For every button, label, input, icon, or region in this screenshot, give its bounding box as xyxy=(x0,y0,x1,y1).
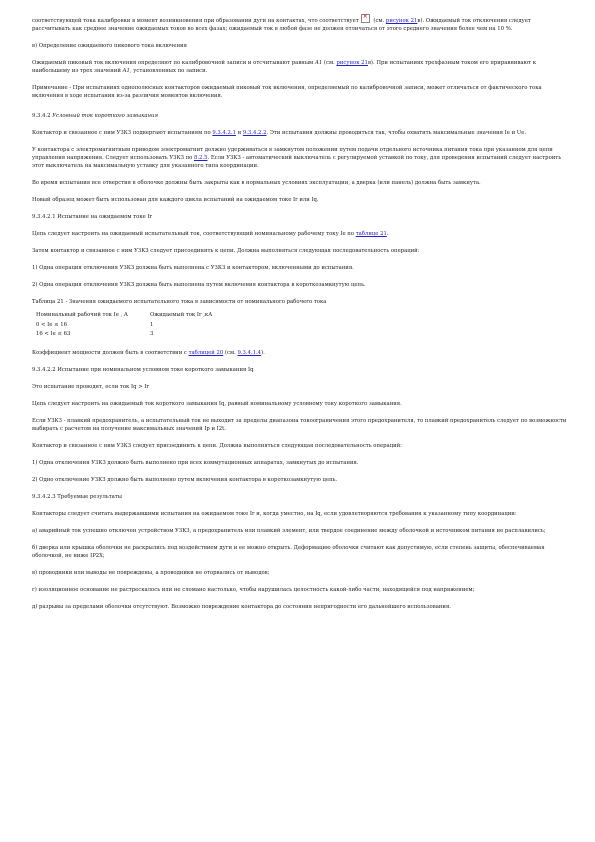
list-item-c: в) проводники или выводы не повреждены, а проводники не оторвались от выводов; xyxy=(32,569,270,576)
section-heading-9-3-4-2-1: 9.3.4.2.1 Испытание на ожидаемом токе Ir xyxy=(32,214,153,220)
link-9-3-4-2-1[interactable]: 9.3.4.2.1 xyxy=(212,130,236,136)
paragraph-peak-current: Ожидаемый пиковый ток включения определяют по калибровочной записи и отсчитывают равным А1 (см. рисунок 21в). При испытаниях трехфазным током его приравнивают к наибольшему из трех значений А1, установленных по записи. xyxy=(32,60,537,74)
table-row xyxy=(36,322,218,332)
table-cell: 1 xyxy=(149,321,154,328)
paragraph-fuse: Если УЗКЗ - плавкий предохранитель, а испытательный ток не выходит за пределы диапазона токоограничения этого предохранителя, то плавкий предохранитель следует по возможности выбирать с расчетом на получение максимальных значений Ip и I2t. xyxy=(32,417,567,432)
paragraph-calibration: соответствующей тока калибровки в момент возникновения при образовании дуги на контактах, что соответствует× (см. рисунок 21в). Ожидаемый ток отключения следует рассчитывать как среднее значение ожидаемых токов во всех фазах; ожидаемый ток в любой фазе не должен отличаться от этого среднего значения более чем на 10 %. xyxy=(32,14,568,33)
link-table-21[interactable]: таблице 21 xyxy=(355,231,387,237)
list-item-a: а) аварийный ток успешно отключен устройством УЗКЗ, а предохранитель или плавкий элемент, или твердое соединение между оболочкой и источником питания не расплавились; xyxy=(32,527,546,534)
list-item-d: г) изоляционное основание не растрескалось или не сломано настолько, чтобы нарушилась целостность какой-либо части, находящейся под напряжением; xyxy=(32,586,475,593)
paragraph-operation-2: 2) Одна операция отключения УЗКЗ должна быть выполнена путем включения контактора в короткозамкнутую цепь. xyxy=(32,282,366,288)
paragraph-circuit-setup: Цепь следует настроить на ожидаемый испытательный ток, соответствующий номинальному рабочему току Ie по таблице 21. xyxy=(32,231,389,237)
paragraph-sequence-2: Контактор и связанное с ним УЗКЗ следует присоединить к цепи. Должна выполняться следующая последовательность операций: xyxy=(32,442,402,449)
section-heading-9-3-4-2: 9.3.4.2 Условный ток короткого замыкания xyxy=(32,113,158,119)
paragraph-electromagnet: У контактора с электромагнитным приводом электромагнит должно удерживаться в замкнутом положении путем подачи отдельного источника питания тока при указанном для цепи управления напряжения. Следует использовать УЗКЗ по 8.2.5. Если УЗКЗ - автоматический выключатель с регулируемой уставкой по току, для проведения испытаний следует настроить этот выключатель на максимальную уставку для указанного типа координации. xyxy=(32,147,562,169)
section-heading-9-3-4-2-2: 9.3.4.2.2 Испытание при номинальном условном токе короткого замыкания Iq xyxy=(32,366,254,373)
table-header-cell: Ожидаемый ток Ir ,кА xyxy=(149,312,213,318)
link-8-2-5[interactable]: 8.2.5 xyxy=(193,155,208,161)
paragraph-new-sample: Новый образец может быть использован для каждого цикла испытаний на ожидаемом токе Ir или Iq. xyxy=(32,197,319,203)
paragraph-enclosure: Во время испытания все отверстия в оболочке должны быть закрыты как в нормальных условиях эксплуатации, а дверка (или панель) должна быть замкнута. xyxy=(32,180,481,186)
link-figure-21[interactable]: рисунок 21 xyxy=(385,18,418,24)
link-figure-21-b[interactable]: рисунок 21 xyxy=(336,60,368,66)
table-caption: Таблица 21 - Значения ожидаемого испытательного тока в зависимости от номинального рабочего тока xyxy=(32,299,327,305)
broken-image-icon xyxy=(361,14,370,23)
link-9-3-4-1-4[interactable]: 9.3.4.1.4 xyxy=(237,349,262,356)
table-cell: 0 < Ie ≤ 16 xyxy=(36,321,67,328)
link-9-3-4-2-2[interactable]: 9.3.4.2.2 xyxy=(242,130,267,136)
link-table-20[interactable]: таблицей 20 xyxy=(188,349,224,356)
section-heading-9-3-4-2-3: 9.3.4.2.3 Требуемые результаты xyxy=(32,493,122,500)
table-cell: 3 xyxy=(149,331,154,337)
paragraph-operation-1b: 1) Одна отключения УЗКЗ должно быть выполнено при всех коммутационных аппаратах, замкнутых до испытания. xyxy=(32,459,359,466)
current-table xyxy=(36,312,218,341)
paragraph-iq-setup: Цепь следует настроить на ожидаемый ток короткого замыкания Iq, равный номинальному условному току короткого замыкания. xyxy=(32,400,402,407)
paragraph-heading-peak-current: в) Определение ожидаемого пикового тока включения xyxy=(32,43,187,49)
list-item-e: д) разрывы за пределами оболочки отсутствуют. Возможно повреждение контактора до состояния непригодности его дальнейшего использования. xyxy=(32,603,451,610)
list-item-b: б) дверка или крышка оболочки не раскрылись под воздействием дуги и ее можно открыть. Деформацию оболочки считают как допустимую, если степень защиты, обеспечиваемая оболочкой, не ниже IP2X; xyxy=(32,544,545,559)
paragraph-sequence: Затем контактор и связанное с ним УЗКЗ следует присоединить к цепи. Должна выполняться следующая последовательность операций: xyxy=(32,248,420,254)
table-header-cell: Номинальный рабочий ток Ie , А xyxy=(36,312,128,318)
table-header-row xyxy=(36,312,218,322)
paragraph-operation-2b: 2) Одно отключение УЗКЗ должно быть выполнено путем включения контактора в короткозамкнутую цепь. xyxy=(32,476,338,483)
paragraph-note: Примечание - При испытаниях однополюсных контакторов ожидаемый пиковый ток включения, определяемый по калибровочной записи, может отличаться от фактического тока включения в ходе испытания из-за различия моментов включения. xyxy=(32,85,542,99)
table-cell: 16 < Ie ≤ 63 xyxy=(36,331,71,337)
paragraph-test-scope: Контактор и связанное с ним УЗКЗ подвергают испытаниям по 9.3.4.2.1 и 9.3.4.2.2. Эти испытания должны проводиться так, чтобы охватить максимальные значения Ie и Uе. xyxy=(32,130,527,136)
paragraph-condition: Это испытание проводят, если ток Iq > Ir xyxy=(32,383,149,390)
table-row xyxy=(36,331,218,341)
paragraph-power-factor: Коэффициент мощности должен быть в соответствии с таблицей 20 (см. 9.3.4.1.4). xyxy=(32,349,265,356)
paragraph-results-intro: Контакторы следует считать выдержавшими испытания на ожидаемом токе Ir и, когда уместно, на Iq, если удовлетворяются требования к указанному типу координации: xyxy=(32,510,517,517)
document-page xyxy=(32,14,568,620)
paragraph-operation-1: 1) Одна операция отключения УЗКЗ должна быть выполнена с УЗКЗ и контактором, включенными до испытания. xyxy=(32,265,354,271)
